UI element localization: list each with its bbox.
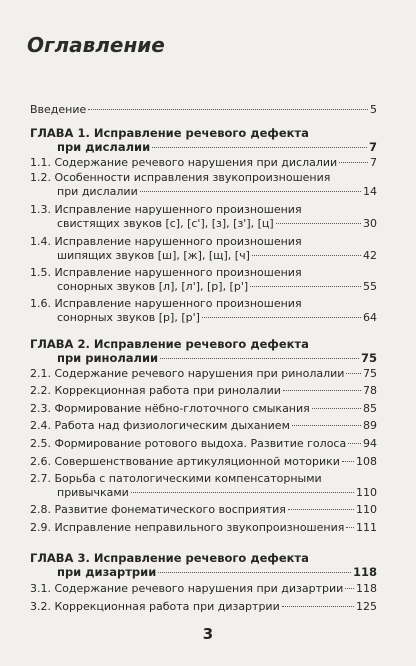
- toc-entry: [30, 521, 377, 535]
- toc-entry-text: 2.7. Борьба с патологическими компенсаторными: [30, 472, 322, 485]
- toc-entry-text: при дислалии: [57, 140, 151, 154]
- dot-leader: [276, 223, 361, 224]
- toc-page-number: 75: [363, 367, 377, 380]
- toc-page-number: 94: [363, 437, 377, 450]
- toc-entry: [30, 402, 377, 416]
- dot-leader: [342, 461, 354, 462]
- toc-entry-text: Введение: [30, 103, 87, 116]
- toc-entry-text: 2.2. Коррекционная работа при ринолалии: [30, 384, 281, 397]
- toc-entry-text: при дислалии: [57, 185, 138, 198]
- toc-entry-text: 1.5. Исправление нарушенного произношения: [30, 266, 302, 279]
- dot-leader: [158, 572, 351, 573]
- dot-leader: [252, 255, 361, 256]
- toc-entry-text: 1.6. Исправление нарушенного произношения: [30, 297, 302, 310]
- toc-entry: [30, 472, 377, 500]
- dot-leader: [250, 286, 361, 287]
- toc-entry: [30, 171, 377, 199]
- toc-page-number: 42: [363, 249, 377, 262]
- dot-leader: [283, 390, 361, 391]
- toc-page-number: 89: [363, 419, 377, 432]
- toc-chapter: [30, 337, 377, 365]
- toc-entry-text: сонорных звуков [л], [л'], [р], [р']: [57, 280, 249, 293]
- toc-entry-text: 2.8. Развитие фонематического восприятия: [30, 503, 286, 516]
- toc-page-number: 118: [352, 565, 377, 579]
- dot-leader: [348, 443, 361, 444]
- toc-page-number: 7: [368, 140, 377, 154]
- toc-entry-text: 1.4. Исправление нарушенного произношения: [30, 235, 302, 248]
- toc-entry-text: свистящих звуков [с], [с'], [з], [з'], [ц]: [57, 217, 274, 230]
- toc-page-number: 118: [356, 582, 377, 595]
- toc-page-number: 85: [363, 402, 377, 415]
- dot-leader: [345, 588, 354, 589]
- toc-entry-text: 2.3. Формирование нёбно-глоточного смыкания: [30, 402, 310, 415]
- toc-entry-text: 2.5. Формирование ротового выдоха. Развитие голоса: [30, 437, 347, 450]
- toc-page-number: 75: [360, 351, 377, 365]
- toc-entry-text: при ринолалии: [57, 351, 159, 365]
- page-number: 3: [202, 625, 214, 643]
- toc-entry: [30, 582, 377, 596]
- dot-leader: [292, 425, 361, 426]
- toc-page-number: 108: [356, 455, 377, 468]
- dot-leader: [288, 509, 354, 510]
- dot-leader: [152, 147, 367, 148]
- toc-page-number: 110: [356, 486, 377, 499]
- toc-page-number: 5: [370, 103, 377, 116]
- dot-leader: [160, 358, 359, 359]
- toc-entry: [30, 266, 377, 294]
- toc-page-number: 111: [356, 521, 377, 534]
- dot-leader: [140, 191, 361, 192]
- toc-entry-text: 1.2. Особенности исправления звукопроизношения: [30, 171, 331, 184]
- toc-entry-text: привычками: [57, 486, 129, 499]
- dot-leader: [131, 492, 354, 493]
- toc-entry: [30, 503, 377, 517]
- toc-entry-text: 2.6. Совершенствование артикуляционной моторики: [30, 455, 340, 468]
- toc-entry-text: ГЛАВА 1. Исправление речевого дефекта: [30, 126, 309, 140]
- toc-page-number: 55: [363, 280, 377, 293]
- toc-entry-text: ГЛАВА 3. Исправление речевого дефекта: [30, 551, 309, 565]
- dot-leader: [346, 373, 361, 374]
- toc-page-number: 64: [363, 311, 377, 324]
- toc-page-number: 78: [363, 384, 377, 397]
- toc-heading: Оглавление: [27, 33, 165, 57]
- toc-entry-text: 2.9. Исправление неправильного звукопроизношения: [30, 521, 345, 534]
- toc-entry-text: 1.3. Исправление нарушенного произношения: [30, 203, 302, 216]
- toc-page-number: 7: [370, 156, 377, 169]
- toc-entry: [30, 203, 377, 231]
- toc-entry: [30, 455, 377, 469]
- toc-entry-text: ГЛАВА 2. Исправление речевого дефекта: [30, 337, 309, 351]
- toc-page-number: 30: [363, 217, 377, 230]
- toc-page-number: 125: [356, 600, 377, 613]
- dot-leader: [339, 162, 368, 163]
- toc-entry-text: сонорных звуков [р], [р']: [57, 311, 200, 324]
- dot-leader: [282, 606, 354, 607]
- toc-entry-text: 3.2. Коррекционная работа при дизартрии: [30, 600, 280, 613]
- toc-entry: [30, 437, 377, 451]
- toc-entry: [30, 419, 377, 433]
- toc-entry-text: 2.4. Работа над физиологическим дыханием: [30, 419, 290, 432]
- toc-page-number: 110: [356, 503, 377, 516]
- dot-leader: [88, 109, 368, 110]
- toc-entry-text: при дизартрии: [57, 565, 157, 579]
- toc-entry: [30, 103, 377, 117]
- toc-entry: [30, 235, 377, 263]
- dot-leader: [202, 317, 361, 318]
- toc-entry-text: 2.1. Содержание речевого нарушения при ринолалии: [30, 367, 345, 380]
- toc-entry-text: шипящих звуков [ш], [ж], [щ], [ч]: [57, 249, 250, 262]
- dot-leader: [312, 408, 361, 409]
- toc-chapter: [30, 551, 377, 579]
- toc-entry: [30, 156, 377, 170]
- toc-entry: [30, 384, 377, 398]
- toc-entry: [30, 297, 377, 325]
- toc-entry-text: 3.1. Содержание речевого нарушения при дизартрии: [30, 582, 344, 595]
- toc-entry-text: 1.1. Содержание речевого нарушения при дислалии: [30, 156, 338, 169]
- toc-entry: [30, 600, 377, 614]
- dot-leader: [346, 527, 354, 528]
- toc-chapter: [30, 126, 377, 154]
- toc-entry: [30, 367, 377, 381]
- toc-page-number: 14: [363, 185, 377, 198]
